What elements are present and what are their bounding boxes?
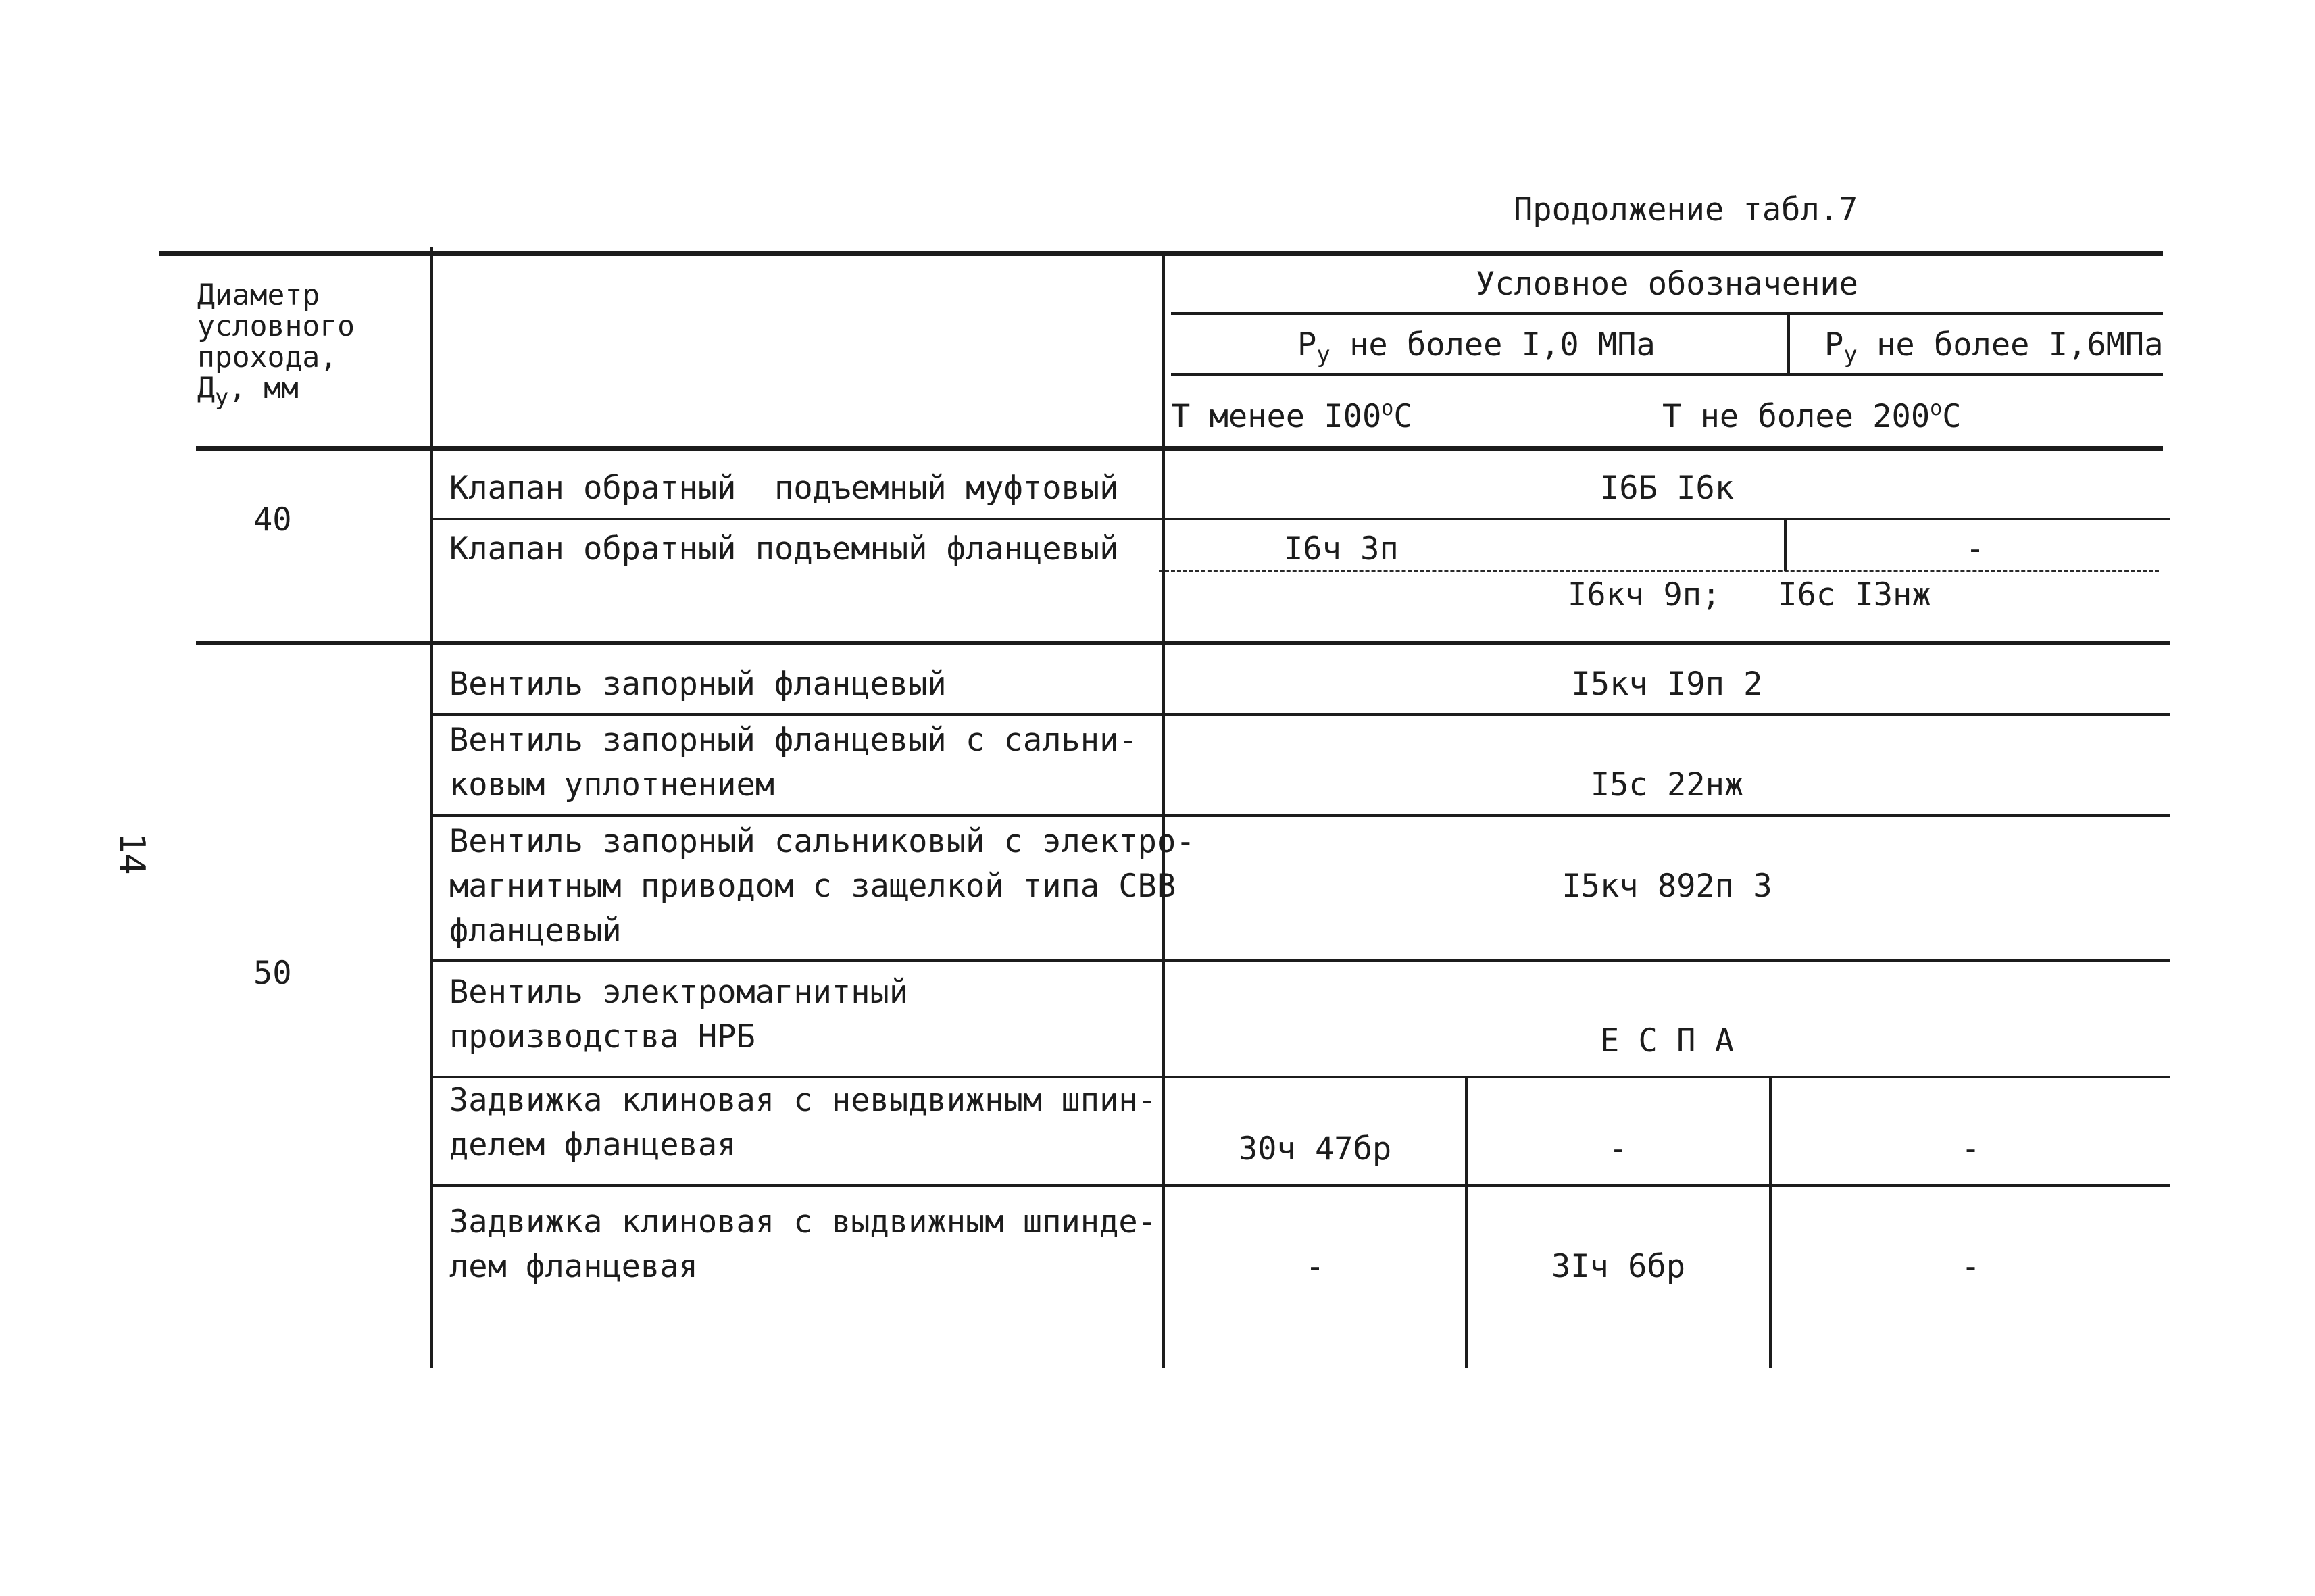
header-diameter-line4: $Д_у$, мм — [197, 372, 299, 411]
row-rule — [432, 713, 2170, 716]
value-divider — [1784, 520, 1787, 571]
page-number: 14 — [111, 832, 152, 875]
rule-under-designation — [1171, 312, 2163, 315]
item-designation: I5кч I9п 2 — [1571, 666, 1763, 703]
diameter-value: 40 — [253, 501, 292, 539]
item-designation: 30ч 47бр — [1238, 1130, 1392, 1168]
header-pressure-2: $Р_у$ не более I,6МПа — [1824, 326, 2164, 368]
item-designation: I5с 22нж — [1590, 766, 1744, 803]
item-designation: - — [1608, 1130, 1628, 1168]
header-pressure-1: $Р_у$ не более I,0 МПа — [1297, 326, 1656, 368]
item-designation: - — [1305, 1248, 1325, 1285]
item-designation: I6Б I6к — [1599, 470, 1735, 507]
header-bottom-rule — [196, 446, 2163, 451]
item-designation: - — [1961, 1248, 1981, 1285]
header-temp-1: Т менее $I00^оС$ — [1171, 397, 1413, 435]
rule-under-pressure — [1171, 373, 2163, 376]
header-diameter-line3: прохода, — [197, 341, 338, 374]
column-divider-1 — [430, 247, 433, 1368]
item-designation: I5кч 892п 3 — [1562, 868, 1772, 905]
item-name-line1: Вентиль электромагнитный — [449, 974, 909, 1011]
row-rule — [432, 959, 2170, 962]
item-designation: I6кч 9п; I6с I3нж — [1568, 576, 1931, 614]
item-name-line2: магнитным приводом с защелкой типа СВВ — [449, 868, 1176, 905]
item-designation: - — [1965, 530, 1985, 568]
header-designation: Условное обозначение — [1476, 266, 1858, 303]
item-name: Вентиль запорный фланцевый — [449, 666, 947, 703]
header-diameter-line2: условного — [197, 309, 355, 343]
row-rule — [432, 1184, 2170, 1187]
row-rule — [432, 518, 2170, 520]
value-divider-a — [1465, 1078, 1468, 1368]
item-name-line1: Задвижка клиновая с выдвижным шпинде- — [449, 1203, 1157, 1241]
value-divider-b — [1769, 1078, 1772, 1368]
item-name-line2: ковым уплотнением — [449, 766, 775, 803]
diameter-value: 50 — [253, 955, 292, 992]
column-divider-2 — [1162, 253, 1165, 1368]
item-designation: 3Iч 6бр — [1551, 1248, 1686, 1285]
header-temp-2: Т не более $200^оС$ — [1662, 397, 1962, 435]
item-name-line1: Вентиль запорный фланцевый с сальни- — [449, 722, 1138, 759]
item-name-line2: лем фланцевая — [449, 1248, 698, 1285]
item-designation: Е С П А — [1599, 1022, 1735, 1059]
group-separator-rule — [196, 641, 2170, 645]
table-caption: Продолжение табл.7 — [1514, 191, 1858, 228]
item-name: Клапан обратный подъемный муфтовый — [449, 470, 1119, 507]
item-name-line2: делем фланцевая — [449, 1126, 737, 1164]
item-name-line1: Задвижка клиновая с невыдвижным шпин- — [449, 1082, 1157, 1119]
item-name-line3: фланцевый — [449, 912, 622, 949]
row-rule — [432, 814, 2170, 817]
item-name-line2: производства НРБ — [449, 1018, 755, 1055]
item-name: Клапан обратный подъемный фланцевый — [449, 530, 1119, 568]
item-designation: - — [1961, 1130, 1981, 1168]
pressure-divider — [1787, 314, 1790, 375]
item-designation: I6ч 3п — [1284, 530, 1399, 568]
item-name-line1: Вентиль запорный сальниковый с электро- — [449, 823, 1195, 860]
header-diameter-line1: Диаметр — [197, 278, 320, 312]
table-top-rule — [159, 251, 2163, 256]
